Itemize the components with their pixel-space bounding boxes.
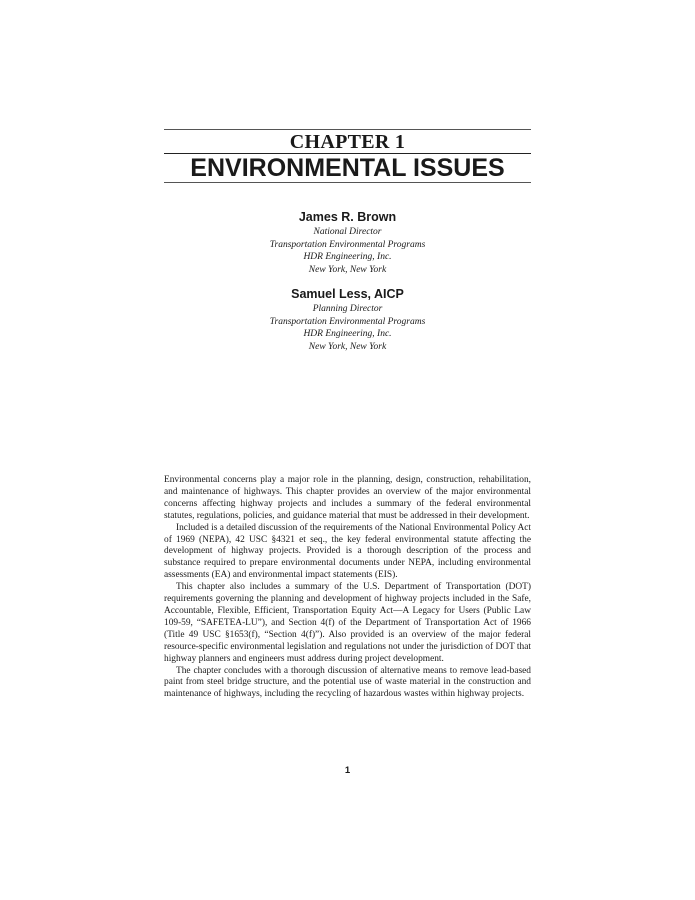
- author-position: Planning Director: [312, 304, 383, 314]
- author-name: Samuel Less, AICP: [291, 287, 404, 301]
- author-location: New York, New York: [308, 341, 387, 352]
- top-rule: [164, 129, 531, 130]
- author-department: Transportation Environmental Programs: [269, 239, 426, 250]
- chapter-intro-text: [164, 475, 531, 701]
- paragraph: This chapter also includes a summary of the U.S. Department of Transportation (DOT) requirements governing the planning and development of highway projects included in the Safe, Accountable, Flexible, Efficient, Transportation Equity Act—A Legacy for Users (Public Law 109-59, “SAFETEA-LU”), and Section 4(f) of the Department of Transportation Act of 1966 (Title 49 USC §1653(f), “Section 4(f)”). Also provided is an overview of the major federal resource-specific environmental legislation and regulations not under the jurisdiction of DOT that highway planners and engineers must address during project development.: [164, 582, 531, 664]
- author-name: James R. Brown: [298, 210, 397, 224]
- chapter-label: CHAPTER 1: [289, 131, 406, 153]
- paragraph: Environmental concerns play a major role in the planning, design, construction, rehabilitation, and maintenance of highways. This chapter provides an overview of the major environmental concerns affecting highway projects and includes a summary of the federal environmental statutes, regulations, policies, and guidance material that must be addressed in their development.: [164, 475, 531, 521]
- paragraph: Included is a detailed discussion of the requirements of the National Environmental Policy Act of 1969 (NEPA), 42 USC §4321 et seq., the key federal environmental statute affecting the development of highway projects. Provided is a thorough description of the process and substance required to prepare environmental documents under NEPA, including environmental assessments (EA) and environmental impact statements (EIS).: [164, 522, 531, 581]
- author-department: Transportation Environmental Programs: [269, 316, 426, 327]
- author-block-1: [164, 209, 531, 276]
- author-company: HDR Engineering, Inc.: [303, 329, 392, 339]
- page-number: 1: [344, 765, 351, 776]
- author-location: New York, New York: [308, 264, 387, 275]
- author-position: National Director: [313, 227, 382, 237]
- author-block-2: [164, 286, 531, 353]
- paragraph: The chapter concludes with a thorough discussion of alternative means to remove lead-based paint from steel bridge structure, and the potential use of waste material in the construction and maintenance of highways, including the recycling of hazardous wastes within highway projects.: [164, 665, 531, 700]
- bottom-rule: [164, 182, 531, 183]
- author-company: HDR Engineering, Inc.: [303, 252, 392, 262]
- chapter-title: ENVIRONMENTAL ISSUES: [190, 154, 505, 182]
